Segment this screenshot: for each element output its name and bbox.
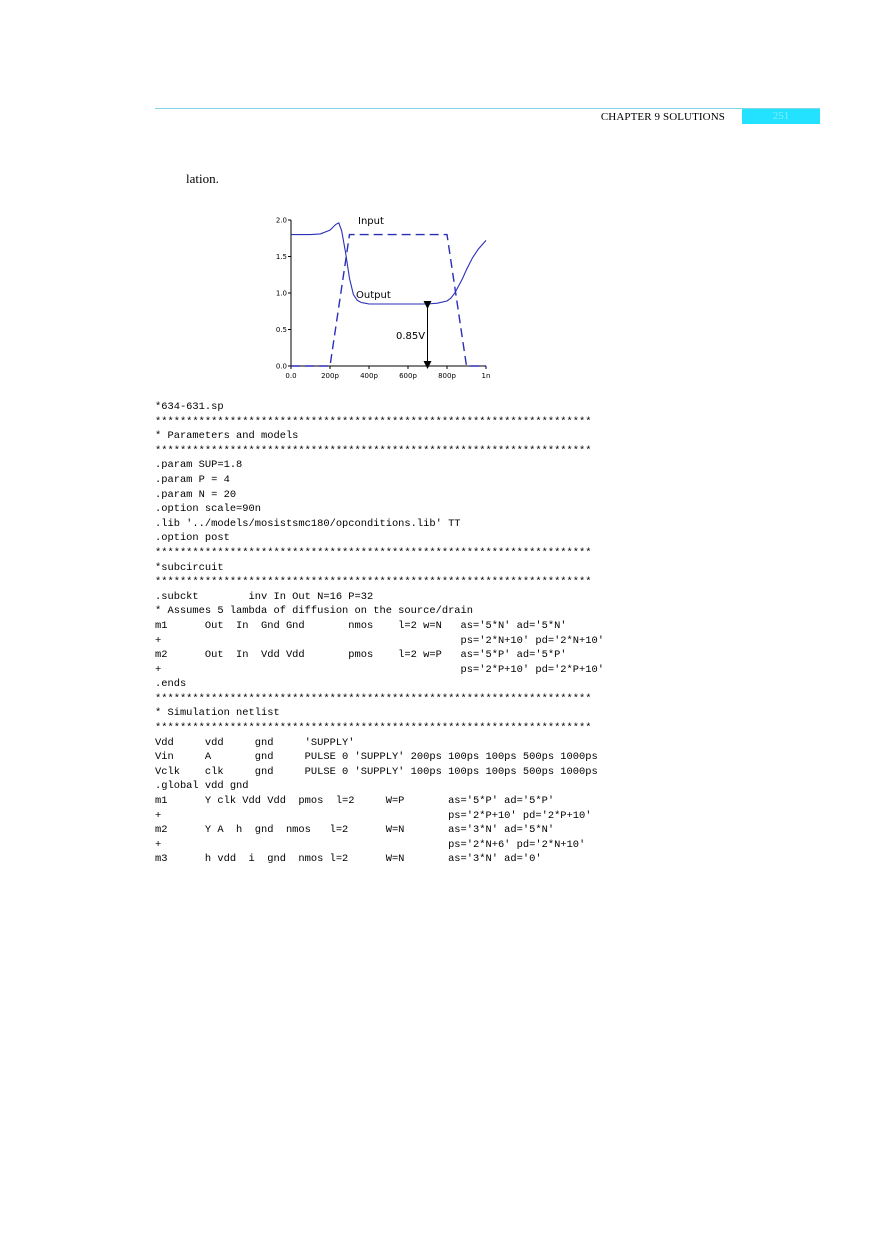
code-line: * Simulation netlist: [155, 707, 280, 720]
code-line: **********************************************************************: [155, 722, 592, 735]
code-line: + ps='2*N+10' pd='2*N+10': [155, 634, 604, 647]
code-line: .param N = 20: [155, 488, 237, 501]
code-line: **********************************************************************: [155, 415, 592, 428]
code-line: *subcircuit: [155, 561, 224, 574]
delta-annotation: 0.85V: [396, 331, 426, 342]
code-line: **********************************************************************: [155, 444, 592, 457]
code-line: m1 Out In Gnd Gnd nmos l=2 w=N as='5*N' ad='5*N': [155, 619, 567, 632]
code-line: **********************************************************************: [155, 692, 592, 705]
code-line: **********************************************************************: [155, 546, 592, 559]
code-line: m1 Y clk Vdd Vdd pmos l=2 W=P as='5*P' ad='5*P': [155, 795, 555, 808]
code-line: + ps='2*N+6' pd='2*N+10': [155, 838, 586, 851]
spice-listing: [155, 400, 604, 867]
code-line: Vclk clk gnd PULSE 0 'SUPPLY' 100ps 100ps 100ps 500ps 1000ps: [155, 765, 598, 778]
y-tick-label: 1.0: [275, 289, 287, 298]
waveform-chart: [260, 210, 500, 390]
x-tick-label: 0.0: [285, 372, 297, 380]
code-line: .ends: [155, 678, 187, 691]
chapter-header: CHAPTER 9 SOLUTIONS: [600, 111, 725, 123]
code-line: .option post: [155, 532, 230, 545]
code-line: m2 Y A h gnd nmos l=2 W=N as='3*N' ad='5*N': [155, 824, 555, 837]
intro-text: lation.: [186, 171, 219, 186]
y-tick-label: 2.0: [275, 216, 287, 225]
code-line: m3 h vdd i gnd nmos l=2 W=N as='3*N' ad='0': [155, 853, 542, 866]
code-line: * Parameters and models: [155, 430, 299, 443]
code-line: .global vdd gnd: [155, 780, 249, 793]
input-annotation: Input: [358, 216, 384, 227]
code-line: .param SUP=1.8: [155, 459, 243, 472]
code-line: Vin A gnd PULSE 0 'SUPPLY' 200ps 100ps 100ps 500ps 1000ps: [155, 751, 598, 764]
x-tick-label: 200p: [321, 372, 339, 380]
code-line: .param P = 4: [155, 473, 230, 486]
code-line: + ps='2*P+10' pd='2*P+10': [155, 663, 604, 676]
header-rule: [155, 108, 820, 109]
y-tick-label: 1.5: [275, 253, 287, 261]
code-line: **********************************************************************: [155, 576, 592, 589]
code-line: + ps='2*P+10' pd='2*P+10': [155, 809, 592, 822]
waveform-figure: [260, 210, 500, 390]
page-number-tab: 251: [742, 109, 820, 124]
y-tick-label: 0.0: [275, 362, 287, 371]
code-line: .subckt inv In Out N=16 P=32: [155, 590, 374, 603]
x-tick-label: 400p: [360, 372, 378, 380]
x-tick-label: 600p: [399, 372, 417, 380]
code-line: *634-631.sp: [155, 401, 224, 413]
output-annotation: Output: [356, 290, 391, 301]
x-tick-label: 1n: [481, 372, 491, 380]
code-line: .lib '../models/mosistsmc180/opconditions.lib' TT: [155, 517, 461, 530]
y-tick-label: 0.5: [275, 326, 287, 334]
code-line: m2 Out In Vdd Vdd pmos l=2 w=P as='5*P' ad='5*P': [155, 649, 567, 662]
code-line: .option scale=90n: [155, 503, 262, 516]
code-line: Vdd vdd gnd 'SUPPLY': [155, 736, 355, 749]
code-line: * Assumes 5 lambda of diffusion on the source/drain: [155, 605, 474, 618]
x-tick-label: 800p: [438, 372, 456, 380]
